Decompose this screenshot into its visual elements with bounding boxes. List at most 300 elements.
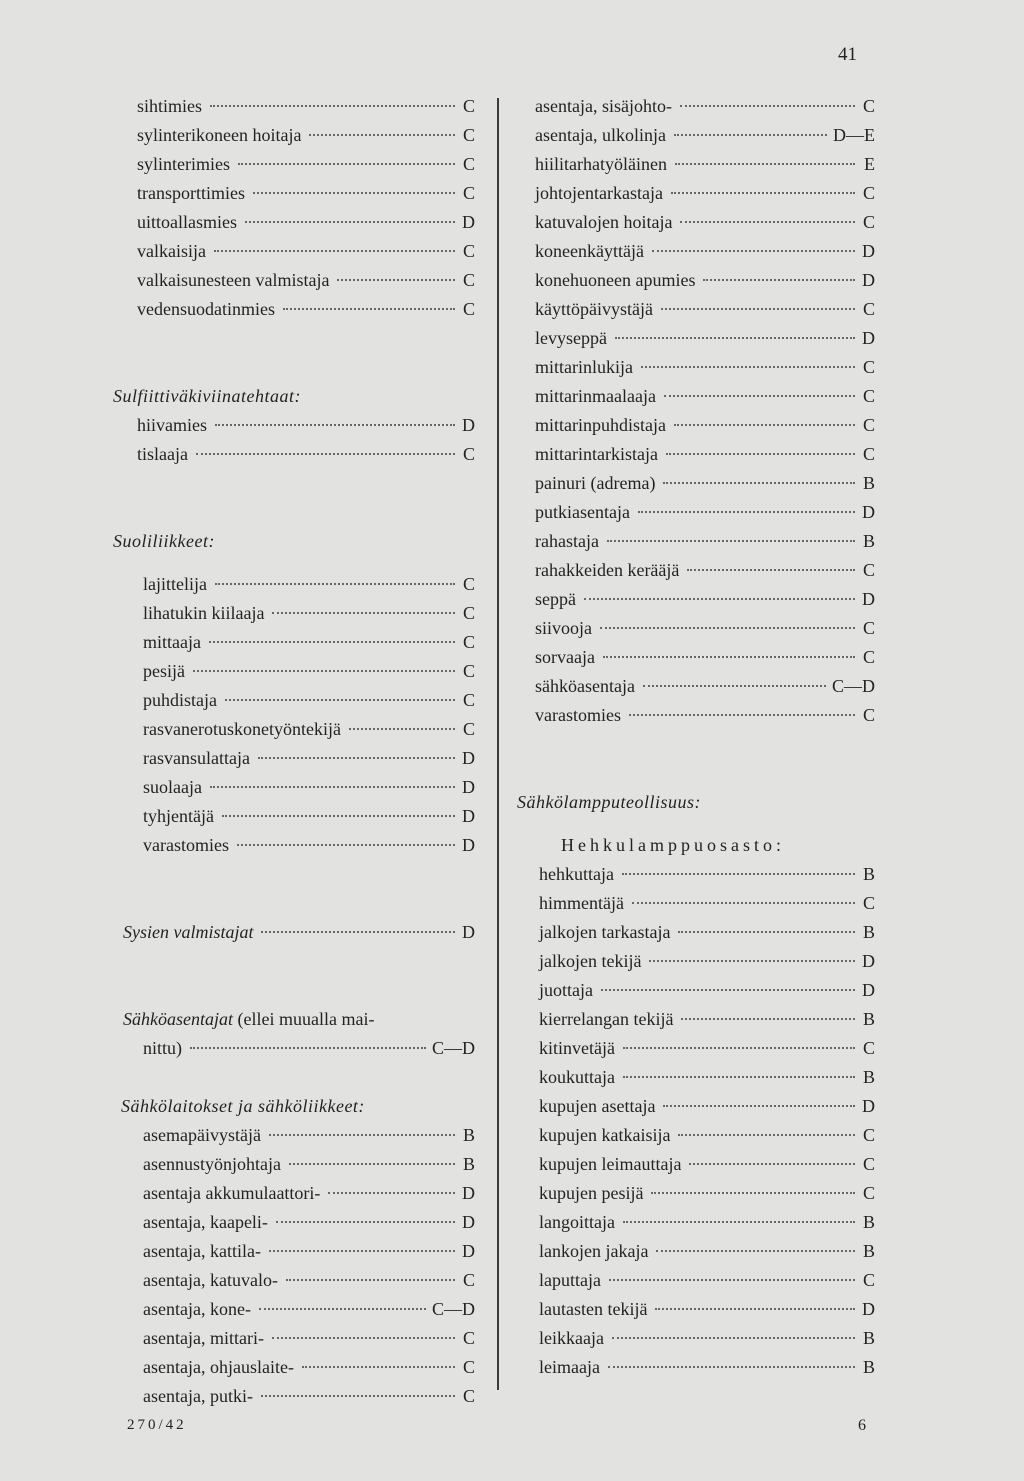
entry-term: laputtaja (539, 1270, 601, 1290)
footer-sheet-number: 6 (858, 1417, 866, 1434)
entry-term: varastomies (143, 835, 229, 855)
entry-grade: D (862, 1096, 875, 1116)
dot-leader (655, 1307, 855, 1310)
dot-leader (680, 104, 855, 107)
dot-leader (584, 597, 855, 600)
list-item (113, 1208, 475, 1237)
dot-leader (615, 336, 855, 339)
dot-leader (210, 104, 455, 107)
entry-grade: B (862, 1241, 875, 1261)
list-item (517, 353, 875, 382)
list-item (517, 1092, 875, 1121)
entry-grade: D (462, 415, 475, 435)
dot-leader (623, 1220, 855, 1223)
dot-leader (674, 423, 855, 426)
entry-grade: B (462, 1154, 475, 1174)
list-item (113, 295, 475, 324)
list-item (517, 585, 875, 614)
entry-term: kupujen leimauttaja (539, 1154, 682, 1174)
dot-leader (276, 1220, 455, 1223)
entry-grade: C (462, 661, 475, 681)
entry-grade: C (862, 212, 875, 232)
list-item (517, 1063, 875, 1092)
entry-grade: C (462, 1357, 475, 1377)
sahkoasentajat-line1 (113, 1005, 475, 1034)
entry-term: kupujen katkaisija (539, 1125, 671, 1145)
entry-grade: C (462, 690, 475, 710)
entry-term: asentaja, mittari- (143, 1328, 264, 1348)
heading-sulfiitti: Sulfiittiväkiviinatehtaat: (113, 386, 301, 406)
entry-grade: C (862, 1038, 875, 1058)
entry-term: asentaja, ohjauslaite- (143, 1357, 294, 1377)
entry-term: asentaja, ulkolinja (535, 125, 666, 145)
entry-grade: B (862, 1357, 875, 1377)
list-item (113, 1179, 475, 1208)
entry-grade: D (462, 777, 475, 797)
list-item (113, 1382, 475, 1411)
entry-grade: C (862, 183, 875, 203)
dot-leader (309, 133, 455, 136)
entry-term: asentaja, sisäjohto- (535, 96, 672, 116)
list-item (517, 976, 875, 1005)
entry-term: hiivamies (137, 415, 207, 435)
dot-leader (349, 727, 455, 730)
entry-term: siivooja (535, 618, 592, 638)
entry-term: hehkuttaja (539, 864, 614, 884)
dot-leader (680, 220, 855, 223)
dot-leader (302, 1365, 455, 1368)
entry-term: katuvalojen hoitaja (535, 212, 673, 232)
list-item (517, 382, 875, 411)
entry-term: koneenkäyttäjä (535, 241, 644, 261)
entry-grade: E (864, 154, 875, 174)
dot-leader (612, 1336, 855, 1339)
dot-leader (261, 1394, 455, 1397)
entry-grade: C—D (431, 1038, 475, 1058)
entry-grade: C (862, 357, 875, 377)
list-item (517, 92, 875, 121)
dot-leader (193, 669, 455, 672)
list-item (113, 440, 475, 469)
entry-grade: C (862, 705, 875, 725)
entry-grade: C (862, 618, 875, 638)
right-column (517, 92, 875, 1382)
sahkoasentajat-rest: (ellei muualla mai- (233, 1009, 375, 1029)
entry-term: asentaja, kattila- (143, 1241, 261, 1261)
entry-grade: D (462, 1212, 475, 1232)
entry-term: seppä (535, 589, 576, 609)
left-block-4 (113, 1121, 475, 1411)
entry-term: sorvaaja (535, 647, 595, 667)
subheading-hehkulamppu: Hehkulamppuosasto: (561, 835, 785, 855)
dot-leader (245, 220, 455, 223)
entry-term: transporttimies (137, 183, 245, 203)
dot-leader (269, 1249, 455, 1252)
entry-grade: D (462, 922, 475, 942)
entry-grade: C (462, 96, 475, 116)
list-item (113, 715, 475, 744)
dot-leader (656, 1249, 855, 1252)
dot-leader (641, 365, 855, 368)
list-item (517, 150, 875, 179)
list-item (517, 1034, 875, 1063)
entry-grade: C (462, 1386, 475, 1406)
column-divider (497, 98, 499, 1390)
dot-leader (269, 1133, 455, 1136)
dot-leader (214, 249, 455, 252)
list-item (113, 570, 475, 599)
list-item (517, 121, 875, 150)
entry-term: rasvanerotuskonetyöntekijä (143, 719, 341, 739)
list-item (517, 1324, 875, 1353)
dot-leader (664, 394, 855, 397)
entry-term: vedensuodatinmies (137, 299, 275, 319)
entry-grade: C (862, 415, 875, 435)
entry-term: koukuttaja (539, 1067, 615, 1087)
entry-grade: D (862, 328, 875, 348)
list-item (517, 208, 875, 237)
entry-grade: B (462, 1125, 475, 1145)
entry-term: valkaisunesteen valmistaja (137, 270, 330, 290)
dot-leader (608, 1365, 855, 1368)
entry-grade: B (862, 1009, 875, 1029)
dot-leader (675, 162, 855, 165)
list-item (517, 237, 875, 266)
dot-leader (210, 785, 455, 788)
entry-term: varastomies (535, 705, 621, 725)
dot-leader (609, 1278, 855, 1281)
dot-leader (678, 930, 855, 933)
entry-grade: C (462, 125, 475, 145)
dot-leader (337, 278, 455, 281)
entry-term: tislaaja (137, 444, 188, 464)
entry-term: rasvansulattaja (143, 748, 250, 768)
entry-grade: C (462, 299, 475, 319)
dot-leader (681, 1017, 855, 1020)
list-item (113, 1237, 475, 1266)
entry-term: rahakkeiden kerääjä (535, 560, 680, 580)
entry-term: mittarinpuhdistaja (535, 415, 666, 435)
entry-term: asennustyönjohtaja (143, 1154, 281, 1174)
page-number: 41 (838, 44, 857, 65)
list-item (517, 918, 875, 947)
list-item (113, 744, 475, 773)
list-item (113, 802, 475, 831)
entry-grade: C (862, 1270, 875, 1290)
list-item (517, 643, 875, 672)
left-column (113, 92, 475, 1411)
entry-grade: B (862, 473, 875, 493)
list-item (113, 237, 475, 266)
list-item (517, 672, 875, 701)
entry-term: asentaja, putki- (143, 1386, 253, 1406)
dot-leader (663, 481, 855, 484)
entry-term: asentaja, kone- (143, 1299, 251, 1319)
dot-leader (607, 539, 855, 542)
entry-grade: C (862, 299, 875, 319)
list-item (113, 1121, 475, 1150)
heading-suoli: Suoliliikkeet: (113, 531, 215, 551)
list-item (113, 628, 475, 657)
entry-grade: C (462, 574, 475, 594)
list-item (113, 599, 475, 628)
entry-term: nittu) (143, 1038, 182, 1058)
entry-grade: C (862, 1125, 875, 1145)
entry-grade: B (862, 1067, 875, 1087)
dot-leader (622, 872, 855, 875)
entry-term: himmentäjä (539, 893, 624, 913)
dot-leader (215, 582, 455, 585)
dot-leader (190, 1046, 426, 1049)
dot-leader (666, 452, 855, 455)
list-item (517, 1208, 875, 1237)
entry-term: konehuoneen apumies (535, 270, 696, 290)
entry-term: levyseppä (535, 328, 607, 348)
dot-leader (237, 843, 455, 846)
entry-term: putkiasentaja (535, 502, 630, 522)
entry-grade: D (862, 1299, 875, 1319)
list-item (517, 701, 875, 730)
entry-term: kupujen pesijä (539, 1183, 644, 1203)
dot-leader (601, 988, 855, 991)
sahkoasentajat-line2 (113, 1034, 475, 1063)
entry-term: Sysien valmistajat (123, 922, 254, 942)
dot-leader (632, 901, 855, 904)
left-block-2 (113, 411, 475, 469)
dot-leader (283, 307, 455, 310)
list-item (517, 266, 875, 295)
entry-grade: D (462, 212, 475, 232)
entry-term: johtojentarkastaja (535, 183, 663, 203)
heading-sahkolamppu: Sähkölampputeollisuus: (517, 792, 701, 812)
dot-leader (638, 510, 855, 513)
dot-leader (600, 626, 855, 629)
entry-term: kitinvetäjä (539, 1038, 615, 1058)
list-item (517, 860, 875, 889)
entry-grade: D (462, 806, 475, 826)
entry-term: valkaisija (137, 241, 206, 261)
entry-term: lankojen jakaja (539, 1241, 649, 1261)
entry-grade: C (462, 1270, 475, 1290)
entry-grade: D—E (833, 125, 875, 145)
entry-term: sihtimies (137, 96, 203, 116)
entry-term: käyttöpäivystäjä (535, 299, 653, 319)
entry-term: painuri (adrema) (535, 473, 656, 493)
list-item (517, 889, 875, 918)
dot-leader (272, 1336, 455, 1339)
entry-grade: B (862, 864, 875, 884)
entry-term: mittaaja (143, 632, 201, 652)
entry-term: jalkojen tekijä (539, 951, 642, 971)
left-block-1 (113, 92, 475, 324)
entry-term: pesijä (143, 661, 185, 681)
entry-grade: B (862, 1212, 875, 1232)
entry-grade: C (862, 386, 875, 406)
entry-term: asentaja akkumulaattori- (143, 1183, 321, 1203)
list-item (113, 1353, 475, 1382)
entry-term: puhdistaja (143, 690, 217, 710)
entry-grade: C (462, 154, 475, 174)
list-item (517, 527, 875, 556)
dot-leader (225, 698, 455, 701)
entry-term: leikkaaja (539, 1328, 604, 1348)
list-item (113, 266, 475, 295)
entry-grade: B (862, 531, 875, 551)
entry-grade: D (462, 748, 475, 768)
entry-term: lajittelija (143, 574, 207, 594)
dot-leader (652, 249, 855, 252)
list-item (113, 121, 475, 150)
entry-grade: C (862, 96, 875, 116)
dot-leader (674, 133, 827, 136)
list-item (517, 469, 875, 498)
entry-grade: C (462, 444, 475, 464)
dot-leader (222, 814, 455, 817)
list-item (113, 150, 475, 179)
list-item (517, 1295, 875, 1324)
entry-term: jalkojen tarkastaja (539, 922, 671, 942)
entry-term: kupujen asettaja (539, 1096, 656, 1116)
entry-grade: C (462, 719, 475, 739)
heading-sahkolaitokset: Sähkölaitokset ja sähköliikkeet: (121, 1096, 365, 1116)
entry-grade: C (862, 1183, 875, 1203)
list-item (517, 411, 875, 440)
list-item (517, 1179, 875, 1208)
list-item (517, 1266, 875, 1295)
list-item (113, 1295, 475, 1324)
entry-term: asemapäivystäjä (143, 1125, 261, 1145)
dot-leader (253, 191, 455, 194)
entry-grade: C (462, 1328, 475, 1348)
entry-grade: D (462, 1241, 475, 1261)
entry-term: sylinterimies (137, 154, 230, 174)
entry-term: uittoallasmies (137, 212, 237, 232)
list-item (517, 614, 875, 643)
list-item (113, 411, 475, 440)
entry-term: asentaja, kaapeli- (143, 1212, 268, 1232)
dot-leader (286, 1278, 455, 1281)
entry-grade: D (862, 502, 875, 522)
dot-leader (272, 611, 455, 614)
dot-leader (196, 452, 455, 455)
list-item (517, 1005, 875, 1034)
entry-grade: C (462, 603, 475, 623)
entry-grade: D (862, 589, 875, 609)
entry-term: lautasten tekijä (539, 1299, 648, 1319)
dot-leader (209, 640, 455, 643)
entry-term: tyhjentäjä (143, 806, 214, 826)
list-item (113, 1266, 475, 1295)
list-item (517, 1353, 875, 1382)
list-item (517, 1121, 875, 1150)
entry-grade: C (462, 632, 475, 652)
entry-term: sähköasentaja (535, 676, 635, 696)
entry-sysien (113, 918, 475, 947)
list-item (113, 1324, 475, 1353)
dot-leader (238, 162, 455, 165)
entry-grade: C (862, 1154, 875, 1174)
entry-term: suolaaja (143, 777, 202, 797)
list-item (113, 208, 475, 237)
dot-leader (663, 1104, 855, 1107)
list-item (517, 295, 875, 324)
dot-leader (678, 1133, 855, 1136)
dot-leader (703, 278, 855, 281)
list-item (113, 179, 475, 208)
entry-grade: C (862, 893, 875, 913)
entry-grade: C (862, 647, 875, 667)
entry-grade: D (862, 980, 875, 1000)
entry-grade: C (462, 270, 475, 290)
dot-leader (289, 1162, 455, 1165)
entry-grade: D (462, 1183, 475, 1203)
entry-grade: B (862, 1328, 875, 1348)
list-item (113, 686, 475, 715)
dot-leader (603, 655, 855, 658)
dot-leader (689, 1162, 855, 1165)
entry-term: mittarinlukija (535, 357, 633, 377)
list-item (517, 440, 875, 469)
entry-grade: D (862, 270, 875, 290)
entry-grade: C (862, 560, 875, 580)
dot-leader (259, 1307, 426, 1310)
entry-grade: C (462, 183, 475, 203)
entry-term: mittarintarkistaja (535, 444, 658, 464)
list-item (517, 947, 875, 976)
dot-leader (671, 191, 855, 194)
dot-leader (651, 1191, 855, 1194)
left-block-3 (113, 570, 475, 860)
list-item (517, 498, 875, 527)
dot-leader (629, 713, 855, 716)
list-item (517, 1150, 875, 1179)
list-item (113, 657, 475, 686)
entry-term: leimaaja (539, 1357, 600, 1377)
list-item (517, 324, 875, 353)
right-block-2 (517, 860, 875, 1382)
list-item (517, 556, 875, 585)
entry-grade: B (862, 922, 875, 942)
entry-grade: D (462, 835, 475, 855)
list-item (113, 1150, 475, 1179)
entry-grade: D (862, 951, 875, 971)
entry-term: asentaja, katuvalo- (143, 1270, 278, 1290)
entry-term: kierrelangan tekijä (539, 1009, 674, 1029)
dot-leader (328, 1191, 455, 1194)
list-item (113, 773, 475, 802)
dot-leader (623, 1046, 855, 1049)
dot-leader (643, 684, 826, 687)
entry-grade: C (862, 444, 875, 464)
entry-grade: C—D (431, 1299, 475, 1319)
list-item (113, 831, 475, 860)
list-item (113, 92, 475, 121)
dot-leader (215, 423, 455, 426)
dot-leader (623, 1075, 855, 1078)
footer-code: 270/42 (127, 1417, 187, 1433)
list-item (517, 179, 875, 208)
list-item (517, 1237, 875, 1266)
dot-leader (687, 568, 855, 571)
right-block-1 (517, 92, 875, 730)
dot-leader (649, 959, 855, 962)
entry-term: hiilitarhatyöläinen (535, 154, 667, 174)
entry-term: langoittaja (539, 1212, 615, 1232)
dot-leader (661, 307, 855, 310)
entry-term: juottaja (539, 980, 593, 1000)
entry-term: rahastaja (535, 531, 599, 551)
entry-term: sylinterikoneen hoitaja (137, 125, 302, 145)
